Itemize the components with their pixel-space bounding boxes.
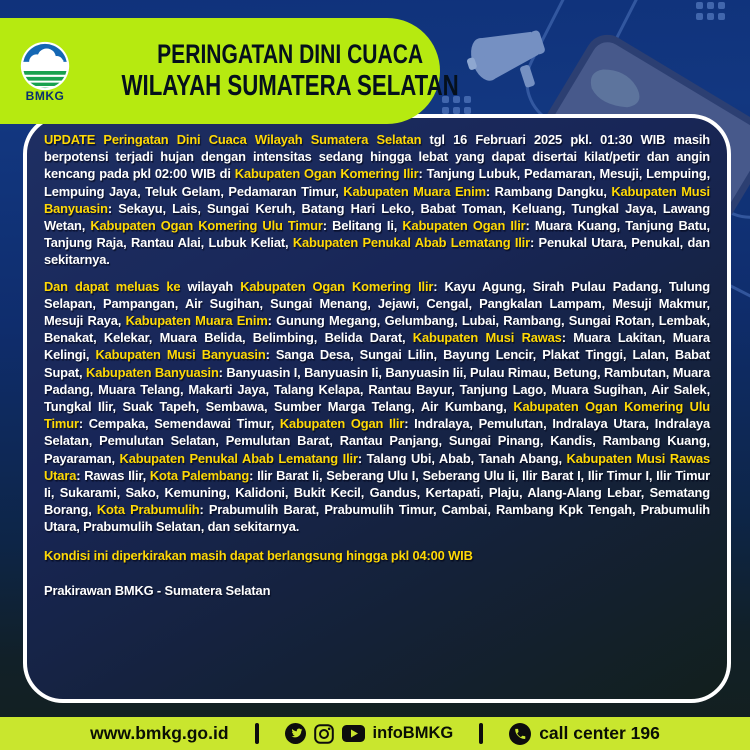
warning-paragraph-current: [44, 131, 710, 269]
social-handle-label: infoBMKG: [372, 724, 454, 742]
highlighted-text: Kota Prabumulih: [96, 502, 200, 518]
highlighted-text: Kota Palembang: [149, 467, 250, 483]
body-text-segment: : Sanga Desa, Sungai Lilin, Bayung Lencir, Plakat Tinggi, Lalan, Babat Supat,: [44, 347, 710, 380]
highlighted-text: Kabupaten Penukal Abab Lematang Ilir: [292, 235, 530, 251]
body-text-segment: : Rambang Dangku,: [485, 183, 612, 199]
highlighted-text: Kabupaten Ogan Ilir: [402, 218, 526, 234]
highlighted-text: Dan dapat meluas ke: [44, 278, 181, 294]
highlighted-text: Kabupaten Banyuasin: [86, 364, 219, 380]
instagram-icon[interactable]: [314, 724, 334, 744]
youtube-icon[interactable]: [342, 725, 365, 742]
bmkg-logo-icon: [20, 41, 70, 91]
body-text-segment: : Rawas Ilir,: [76, 467, 150, 483]
body-text-segment: : Prabumulih Barat, Prabumulih Timur, Cambai, Rambang Kpk Tengah, Prabumulih Utara, Prabumulih Selatan, dan sekitarnya.: [44, 502, 710, 535]
body-text-segment: : Muara Lakitan, Muara Kelingi,: [44, 330, 710, 363]
body-text-segment: : Muara Kuang, Tanjung Batu, Tanjung Raja, Rantau Alai, Lubuk Keliat,: [44, 218, 710, 251]
bmkg-logo: [16, 41, 74, 103]
body-text-segment: : Talang Ubi, Abab, Tanah Abang,: [357, 450, 567, 466]
bmkg-logo-text: BMKG: [25, 89, 65, 103]
twitter-icon[interactable]: [285, 723, 306, 744]
phone-icon: [509, 723, 531, 745]
body-text-segment: : Cempaka, Semendawai Timur,: [78, 416, 280, 432]
highlighted-text: Kabupaten Ogan Komering Ilir: [234, 166, 419, 182]
warning-panel: [23, 114, 731, 703]
body-text-segment: : Sekayu, Lais, Sungai Keruh, Batang Hari Leko, Babat Toman, Keluang, Tungkal Jaya, Lawang Wetan,: [44, 200, 710, 234]
body-text-segment: : Kayu Agung, Sirah Pulau Padang, Tulung Selapan, Pampangan, Air Sugihan, Sungai Menang, Jejawi, Cengal, Pangkalan Lampam, Mesuji Makmur, Mesuji Raya,: [44, 278, 711, 329]
highlighted-text: Kabupaten Ogan Komering Ulu Timur: [90, 218, 323, 234]
footer-bar: [0, 717, 750, 750]
highlighted-text: Kabupaten Muara Enim: [343, 183, 486, 199]
validity-note: Kondisi ini diperkirakan masih dapat berlangsung hingga pkl 04:00 WIB: [44, 547, 473, 563]
highlighted-text: Kabupaten Ogan Komering Ilir: [240, 278, 434, 294]
body-text-segment: : Banyuasin I, Banyuasin Ii, Banyuasin Iii, Pulau Rimau, Betung, Rambutan, Muara Padang, Muara Telang, Makarti Jaya, Talang Kelapa, Rantau Bayur, Tanjung Lago, Muara Sugihan, Air Salek, Tungkal Ilir, Suak Tapeh, Sembawa, Sumber Marga Telang, Air Kumbang,: [44, 364, 710, 415]
body-text-segment: tgl 16 Februari 2025 pkl. 01:30 WIB masih berpotensi terjadi hujan dengan intensitas sedang hingga lebat yang dapat disertai kilat/petir dan angin kencang pada pkl 02:00 WIB di: [44, 132, 710, 182]
footer-divider: [479, 723, 483, 744]
body-text-segment: wilayah: [180, 278, 241, 294]
call-center-group: [509, 723, 660, 745]
highlighted-text: Kabupaten Ogan Komering Ulu Timur: [44, 399, 711, 432]
body-text-segment: : Belitang Ii,: [322, 218, 403, 234]
page-title-line1: PERINGATAN DINI CUACA: [157, 39, 424, 69]
footer-divider: [255, 723, 259, 744]
highlighted-text: Kabupaten Musi Rawas: [412, 330, 562, 346]
highlighted-text: Kabupaten Ogan Ilir: [279, 416, 405, 432]
body-text-segment: : Gunung Megang, Gelumbang, Lubai, Rambang, Sungai Rotan, Lembak, Benakat, Kelekar, Muara Belida, Belimbing, Belida Darat,: [44, 313, 710, 346]
highlighted-text: Kabupaten Penukal Abab Lematang Ilir: [119, 450, 358, 466]
highlighted-text: Kabupaten Musi Rawas Utara: [44, 450, 710, 483]
call-center-label: call center 196: [539, 723, 660, 743]
body-text-segment: : Penukal Utara, Penukal, dan sekitarnya.: [44, 235, 710, 268]
body-text-segment: : Tanjung Lubuk, Pedamaran, Mesuji, Lempuing, Lempuing Jaya, Teluk Gelam, Pedamaran Timur,: [44, 166, 710, 199]
highlighted-text: UPDATE Peringatan Dini Cuaca Wilayah Sumatera Selatan: [44, 132, 422, 147]
dot-grid-top: [696, 2, 725, 20]
highlighted-text: Kabupaten Muara Enim: [125, 313, 268, 329]
highlighted-text: Kabupaten Musi Banyuasin: [95, 347, 266, 363]
warning-paragraph-expansion: [44, 278, 710, 536]
social-media-group: [285, 723, 454, 744]
page-title: [74, 39, 512, 103]
page-title-line2: WILAYAH SUMATERA SELATAN: [121, 70, 459, 102]
body-text-segment: : Indralaya, Pemulutan, Indralaya Utara, Indralaya Selatan, Pemulutan Selatan, Pemulutan Barat, Rantau Panjang, Sungai Pinang, Kandis, Rambang Kuang, Payaraman,: [44, 416, 711, 466]
body-text-segment: : Ilir Barat Ii, Seberang Ulu I, Seberang Ulu Ii, Ilir Barat I, Ilir Timur I, Ilir Timur Ii, Sukarami, Sako, Kemuning, Kalidoni, Bukit Kecil, Gandus, Kertapati, Plaju, Alang-Alang Lebar, Sematang Borang,: [44, 467, 710, 518]
highlighted-text: Kabupaten Musi Banyuasin: [44, 183, 710, 216]
header-banner: [0, 18, 459, 124]
forecaster-signature: Prakirawan BMKG - Sumatera Selatan: [44, 582, 271, 598]
website-link[interactable]: www.bmkg.go.id: [90, 723, 229, 743]
